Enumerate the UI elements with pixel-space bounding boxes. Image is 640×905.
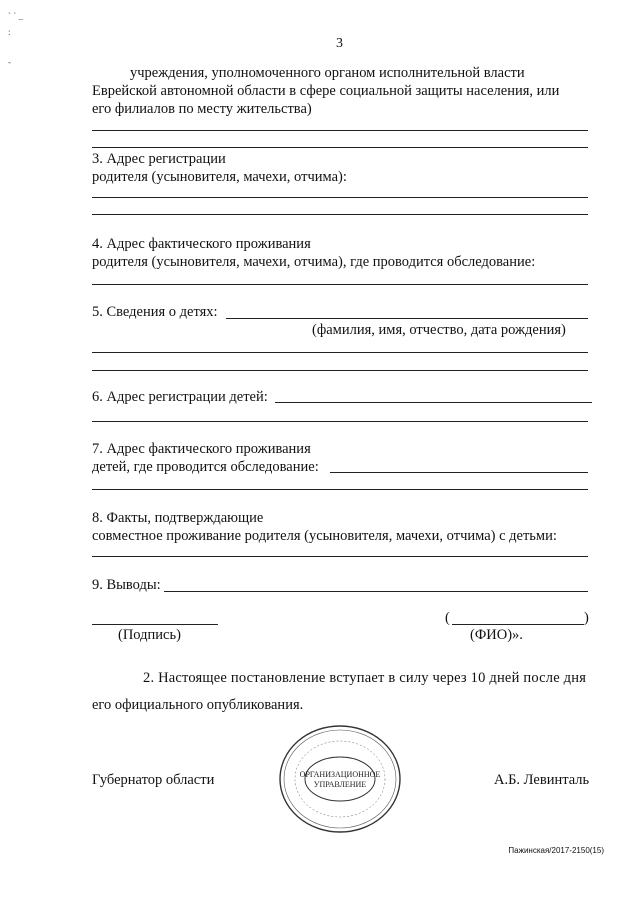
- fill-line[interactable]: [164, 591, 588, 592]
- signature-line[interactable]: [92, 624, 218, 625]
- governor-title: Губернатор области: [92, 772, 215, 788]
- item-4-line-2: родителя (усыновителя, мачехи, отчима), где проводится обследование:: [92, 254, 536, 270]
- fill-line[interactable]: [226, 318, 588, 319]
- fill-line[interactable]: [92, 489, 588, 490]
- margin-mark: ` ` _: [8, 11, 23, 21]
- fill-line[interactable]: [92, 421, 588, 422]
- stamp-seal-icon: [275, 722, 405, 837]
- clause-2-line-1: 2. Настоящее постановление вступает в силу через 10 дней после дня: [143, 670, 587, 686]
- clause-2-line-2: его официального опубликования.: [92, 697, 304, 713]
- official-stamp: [275, 722, 405, 842]
- margin-marks: [8, 10, 23, 68]
- item-6-label: 6. Адрес регистрации детей:: [92, 389, 268, 405]
- signature-label: (Подпись): [118, 627, 181, 643]
- item-4-line-1: 4. Адрес фактического проживания: [92, 236, 311, 252]
- item-5-hint: (фамилия, имя, отчество, дата рождения): [312, 322, 566, 338]
- item-3-line-2: родителя (усыновителя, мачехи, отчима):: [92, 169, 347, 185]
- fill-line[interactable]: [92, 147, 588, 148]
- intro-line-3: его филиалов по месту жительства): [92, 101, 312, 117]
- intro-line-2: Еврейской автономной области в сфере социальной защиты населения, или: [92, 83, 560, 99]
- fio-label: (ФИО)».: [470, 627, 523, 643]
- fill-line[interactable]: [92, 214, 588, 215]
- margin-mark: :: [8, 27, 11, 37]
- stamp-center-line-1: ОРГАНИЗАЦИОННОЕ: [299, 770, 381, 779]
- fill-line[interactable]: [92, 352, 588, 353]
- margin-mark: -: [8, 57, 11, 67]
- fill-line[interactable]: [92, 370, 588, 371]
- item-3-line-1: 3. Адрес регистрации: [92, 151, 226, 167]
- item-7-line-1: 7. Адрес фактического проживания: [92, 441, 311, 457]
- fill-line[interactable]: [92, 130, 588, 131]
- document-reference: Пажинская/2017-2150(15): [508, 846, 604, 855]
- item-7-line-2: детей, где проводится обследование:: [92, 459, 319, 475]
- item-5-label: 5. Сведения о детях:: [92, 304, 218, 320]
- item-8-line-2: совместное проживание родителя (усыновителя, мачехи, отчима) с детьми:: [92, 528, 557, 544]
- fill-line[interactable]: [92, 284, 588, 285]
- fio-open-paren: (: [445, 610, 450, 626]
- item-8-line-1: 8. Факты, подтверждающие: [92, 510, 264, 526]
- item-9-label: 9. Выводы:: [92, 577, 161, 593]
- governor-name: А.Б. Левинталь: [494, 772, 590, 788]
- fio-close-paren: ): [584, 610, 589, 626]
- fill-line[interactable]: [92, 556, 588, 557]
- fill-line[interactable]: [92, 197, 588, 198]
- page-number: 3: [336, 36, 343, 51]
- intro-line-1: учреждения, уполномоченного органом исполнительной власти: [130, 65, 525, 81]
- fill-line[interactable]: [275, 402, 592, 403]
- stamp-center-line-2: УПРАВЛЕНИЕ: [313, 780, 367, 789]
- fill-line[interactable]: [330, 472, 588, 473]
- fio-line[interactable]: [452, 624, 584, 625]
